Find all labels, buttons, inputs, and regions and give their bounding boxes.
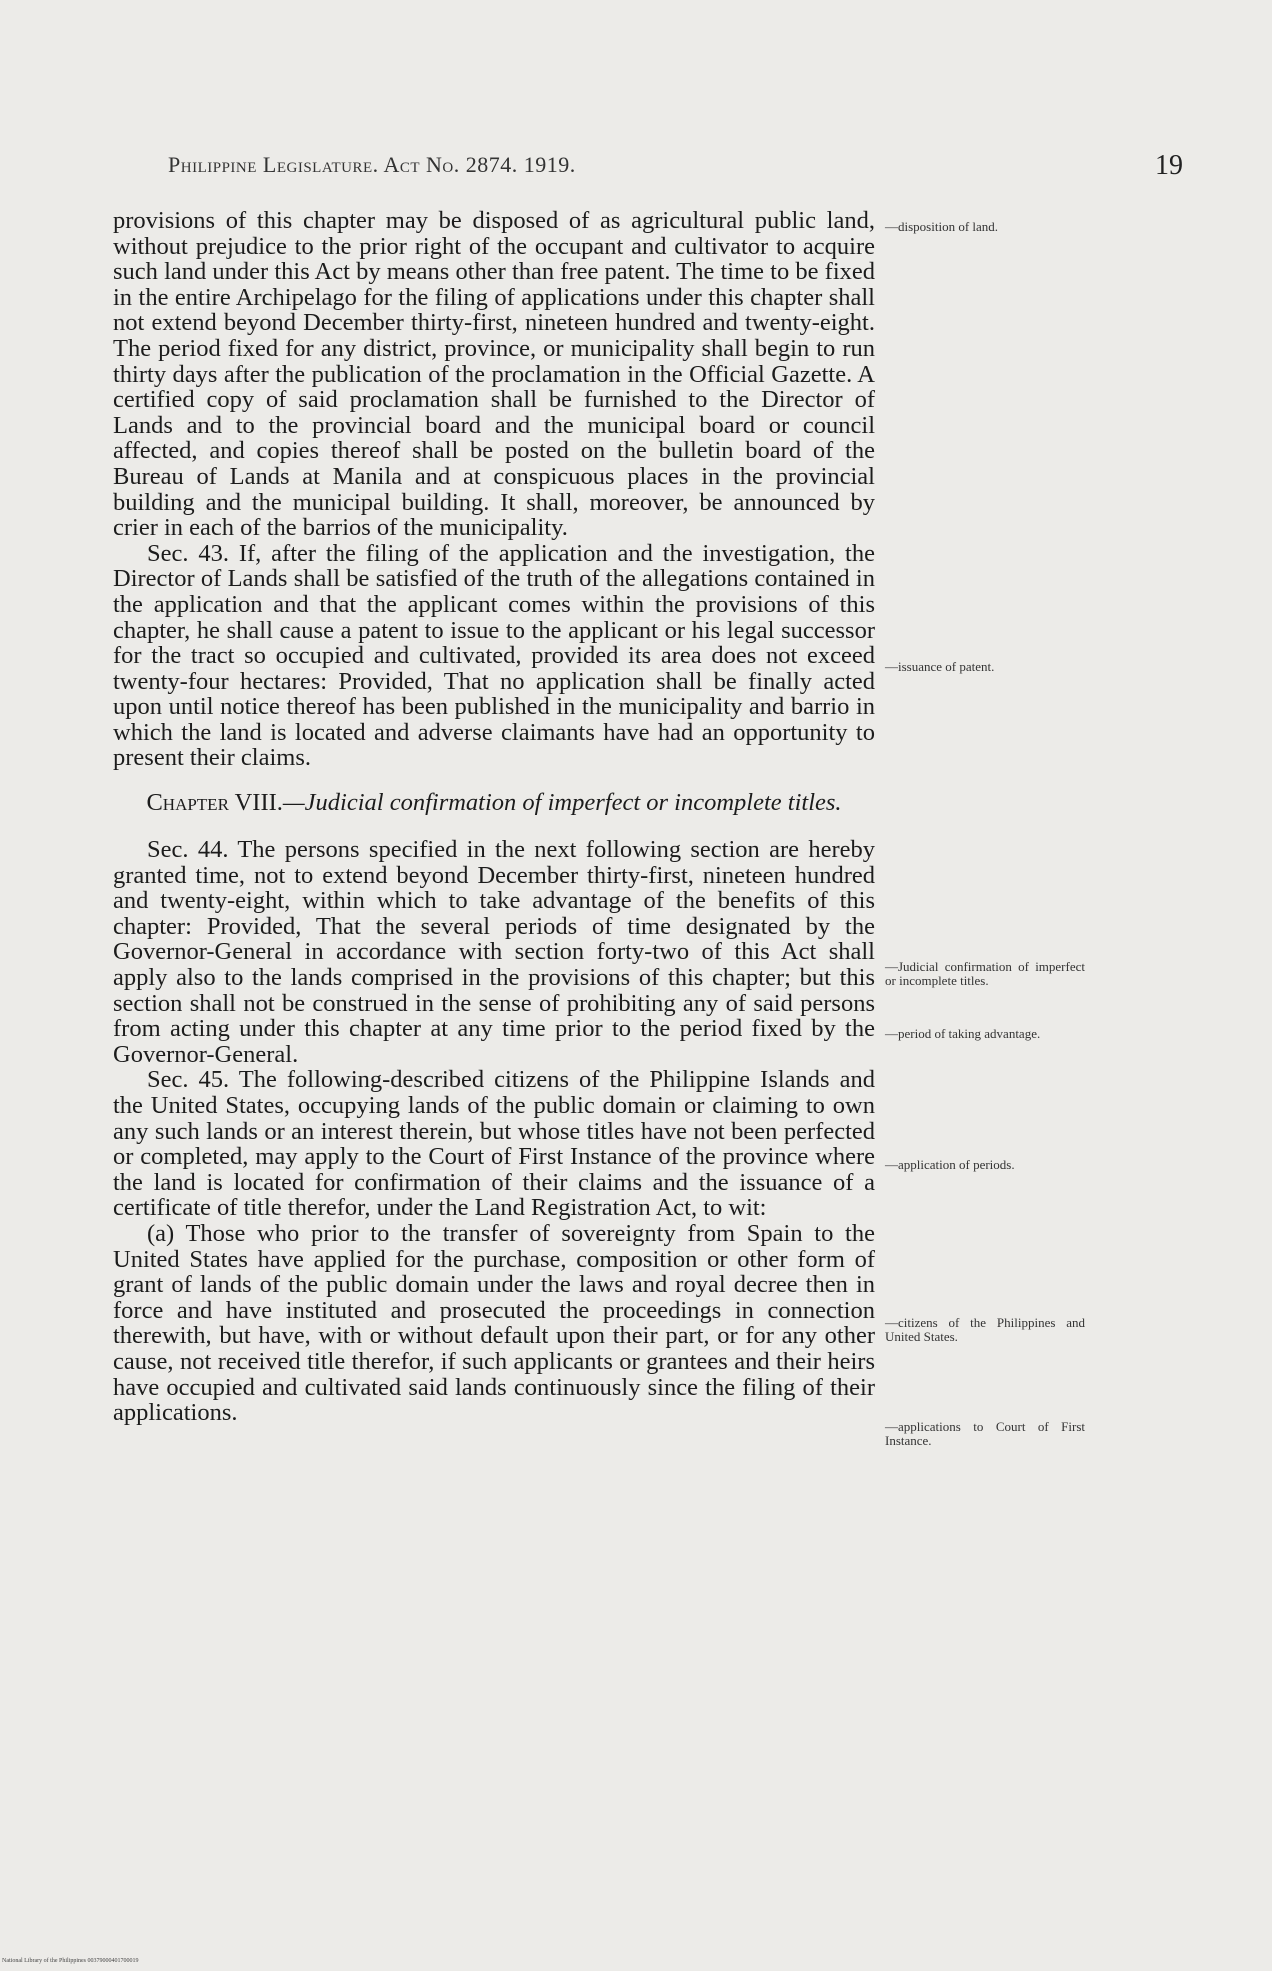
page-number: 19 — [1155, 150, 1183, 181]
footer-mark: National Library of the Philippines 00379000401700019 — [2, 1958, 139, 1964]
running-head-text: Philippine Legislature. Act No. 2874. 1919. — [168, 152, 576, 177]
paragraph-sec-45-a: (a) Those who prior to the transfer of sovereignty from Spain to the United States have applied for the purchase, composition or other form of grant of lands of the public domain under the laws and royal decree then in force and have instituted and prosecuted the proceedings in connection therewith, but have, with or without default upon their part, or for any other cause, not received title therefor, if such applicants or grantees and their heirs have occupied and cultivated said lands continuously since the filing of their applications. — [113, 1219, 875, 1427]
chapter-number: Chapter VIII. — [146, 789, 283, 817]
chapter-title: —Judicial confirmation of imperfect or incomplete titles. — [282, 789, 842, 817]
paragraph-sec-45: Sec. 45. The following-described citizens of the Philippine Islands and the United States, occupying lands of the public domain or claiming to own any such lands or an interest therein, but whose titles have not been perfected or completed, may apply to the Court of First Instance of the province where the land is located for confirmation of their claims and the issuance of a certificate of title therefor, under the Land Registration Act, to wit: — [113, 1066, 875, 1222]
marginal-note-citizens: —citizens of the Philippines and United States. — [885, 1315, 1085, 1344]
marginal-note-disposition: —disposition of land. — [885, 219, 999, 234]
paragraph-sec-44: Sec. 44. The persons specified in the next following section are hereby granted time, not to extend beyond December thirty-first, nineteen hundred and twenty-eight, within which to take advantage of the benefits of this chapter: Provided, That the several periods of time designated by the Governor-General in accordance with section forty-two of this Act shall apply also to the lands comprised in the provisions of this chapter; but this section shall not be construed in the sense of prohibiting any of said persons from acting under this chapter at any time prior to the period fixed by the Governor-General. — [113, 836, 875, 1068]
marginal-note-period: —period of taking advantage. — [885, 1026, 1041, 1041]
paragraph-continuation: provisions of this chapter may be disposed of as agricultural public land, without prejudice to the prior right of the occupant and cultivator to acquire such land under this Act by means other than free patent. The time to be fixed in the entire Archipelago for the filing of applications under this chapter shall not extend beyond December thirty-first, nineteen hundred and twenty-eight. The period fixed for any district, province, or municipality shall begin to run thirty days after the publication of the proclamation in the Official Gazette. A certified copy of said proclamation shall be furnished to the Director of Lands and to the provincial board and the municipal board or council affected, and copies thereof shall be posted on the bulletin board of the Bureau of Lands at Manila and at conspicuous places in the provincial building and the municipal building. It shall, moreover, be announced by crier in each of the barrios of the municipality. — [113, 207, 875, 542]
marginal-note-application-periods: —application of periods. — [885, 1157, 1015, 1172]
marginal-note-applications-court: —applications to Court of First Instance. — [885, 1419, 1085, 1448]
marginal-note-judicial-confirmation: —Judicial confirmation of imperfect or incomplete titles. — [885, 959, 1085, 988]
body-column — [113, 208, 875, 1426]
chapter-heading — [113, 789, 875, 817]
running-head — [168, 152, 888, 178]
paragraph-sec-43: Sec. 43. If, after the filing of the application and the investigation, the Director of Lands shall be satisfied of the truth of the allegations contained in the application and that the applicant comes within the provisions of this chapter, he shall cause a patent to issue to the applicant or his legal successor for the tract so occupied and cultivated, provided its area does not exceed twenty-four hectares: Provided, That no application shall be finally acted upon until notice thereof has been published in the municipality and barrio in which the land is located and adverse claimants have had an opportunity to present their claims. — [113, 539, 875, 772]
marginal-note-issuance: —issuance of patent. — [885, 659, 995, 674]
